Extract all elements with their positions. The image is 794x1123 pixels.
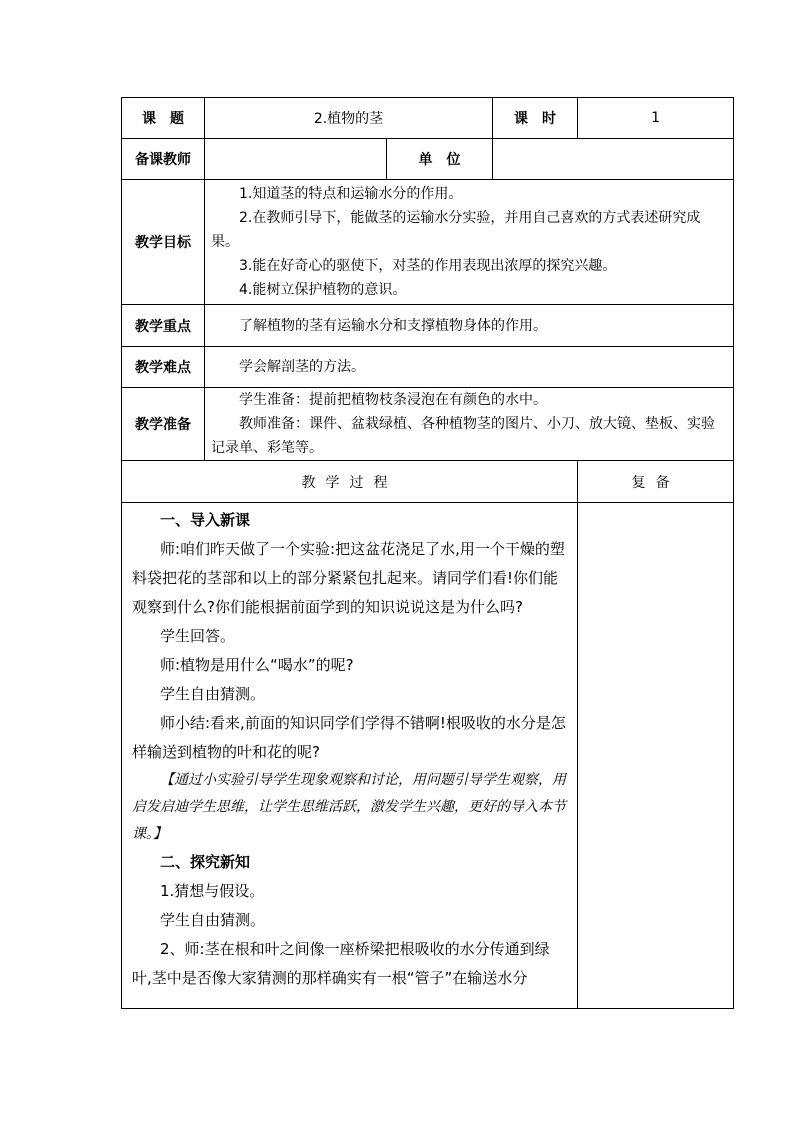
objectives-label: 教学目标 [122, 180, 205, 305]
process-body [122, 503, 578, 1009]
process-header: 教学过程 [122, 461, 578, 503]
lesson-plan-table [121, 97, 734, 1009]
process-paragraph: 师小结:看来,前面的知识同学们学得不错啊!根吸收的水分是怎样输送到植物的叶和花的呢? [132, 714, 566, 761]
objectives-cell [205, 180, 734, 305]
row-process-header [122, 461, 734, 503]
unit-value [493, 139, 734, 180]
objective-item: 2.在教师引导下，能做茎的运输水分实验，并用自己喜欢的方式表述研究成果。 [211, 210, 701, 250]
preparation-label: 教学准备 [122, 388, 205, 461]
objective-item: 1.知道茎的特点和运输水分的作用。 [239, 186, 463, 202]
row-objectives [122, 180, 734, 305]
objective-item: 4.能树立保护植物的意识。 [239, 282, 407, 298]
process-paragraph: 1.猜想与假设。 [160, 882, 265, 900]
key-points-label: 教学重点 [122, 305, 205, 347]
difficulties-label: 教学难点 [122, 347, 205, 388]
difficulties-text: 学会解剖茎的方法。 [239, 359, 365, 375]
unit-label: 单 位 [387, 139, 493, 180]
section-heading: 一、导入新课 [160, 511, 251, 529]
lesson-plan-sheet [121, 97, 733, 1009]
process-paragraph: 学生自由猜测。 [160, 911, 266, 929]
teacher-label: 备课教师 [122, 139, 205, 180]
objective-item: 3.能在好奇心的驱使下，对茎的作用表现出浓厚的探究兴趣。 [239, 258, 617, 274]
row-key-points [122, 305, 734, 347]
topic-value: 2.植物的茎 [205, 98, 493, 139]
row-topic [122, 98, 734, 139]
process-paragraph: 2、师:茎在根和叶之间像一座桥梁把根吸收的水分传通到绿叶,茎中是否像大家猜测的那样确实有一根“管子”在输送水分 [132, 940, 550, 987]
row-preparation [122, 388, 734, 461]
period-value: 1 [578, 98, 734, 139]
row-difficulties [122, 347, 734, 388]
section-heading: 二、探究新知 [160, 853, 251, 871]
row-process-body [122, 503, 734, 1009]
topic-label: 课 题 [122, 98, 205, 139]
process-paragraph: 学生回答。 [160, 627, 236, 645]
process-paragraph: 师:植物是用什么“喝水”的呢? [160, 656, 354, 674]
period-label: 课 时 [493, 98, 578, 139]
teacher-preparation: 教师准备：课件、盆栽绿植、各种植物茎的图片、小刀、放大镜、垫板、实验记录单、彩笔等。 [211, 416, 715, 456]
notes-header: 复备 [578, 461, 734, 503]
student-preparation: 学生准备：提前把植物枝条浸泡在有颜色的水中。 [239, 392, 547, 408]
teaching-note: 【通过小实验引导学生现象观察和讨论，用问题引导学生观察，用启发启迪学生思维，让学生思维活跃，激发学生兴趣，更好的导入本节课。】 [132, 772, 566, 842]
row-teacher [122, 139, 734, 180]
process-paragraph: 学生自由猜测。 [160, 685, 266, 703]
key-points-text: 了解植物的茎有运输水分和支撑植物身体的作用。 [239, 317, 547, 334]
process-paragraph: 师:咱们昨天做了一个实验:把这盆花浇足了水,用一个干燥的塑料袋把花的茎部和以上的部分紧紧包扎起来。请同学们看!你们能观察到什么?你们能根据前面学到的知识说说这是为什么吗? [132, 540, 565, 616]
teacher-value [205, 139, 387, 180]
notes-body [578, 503, 734, 1009]
